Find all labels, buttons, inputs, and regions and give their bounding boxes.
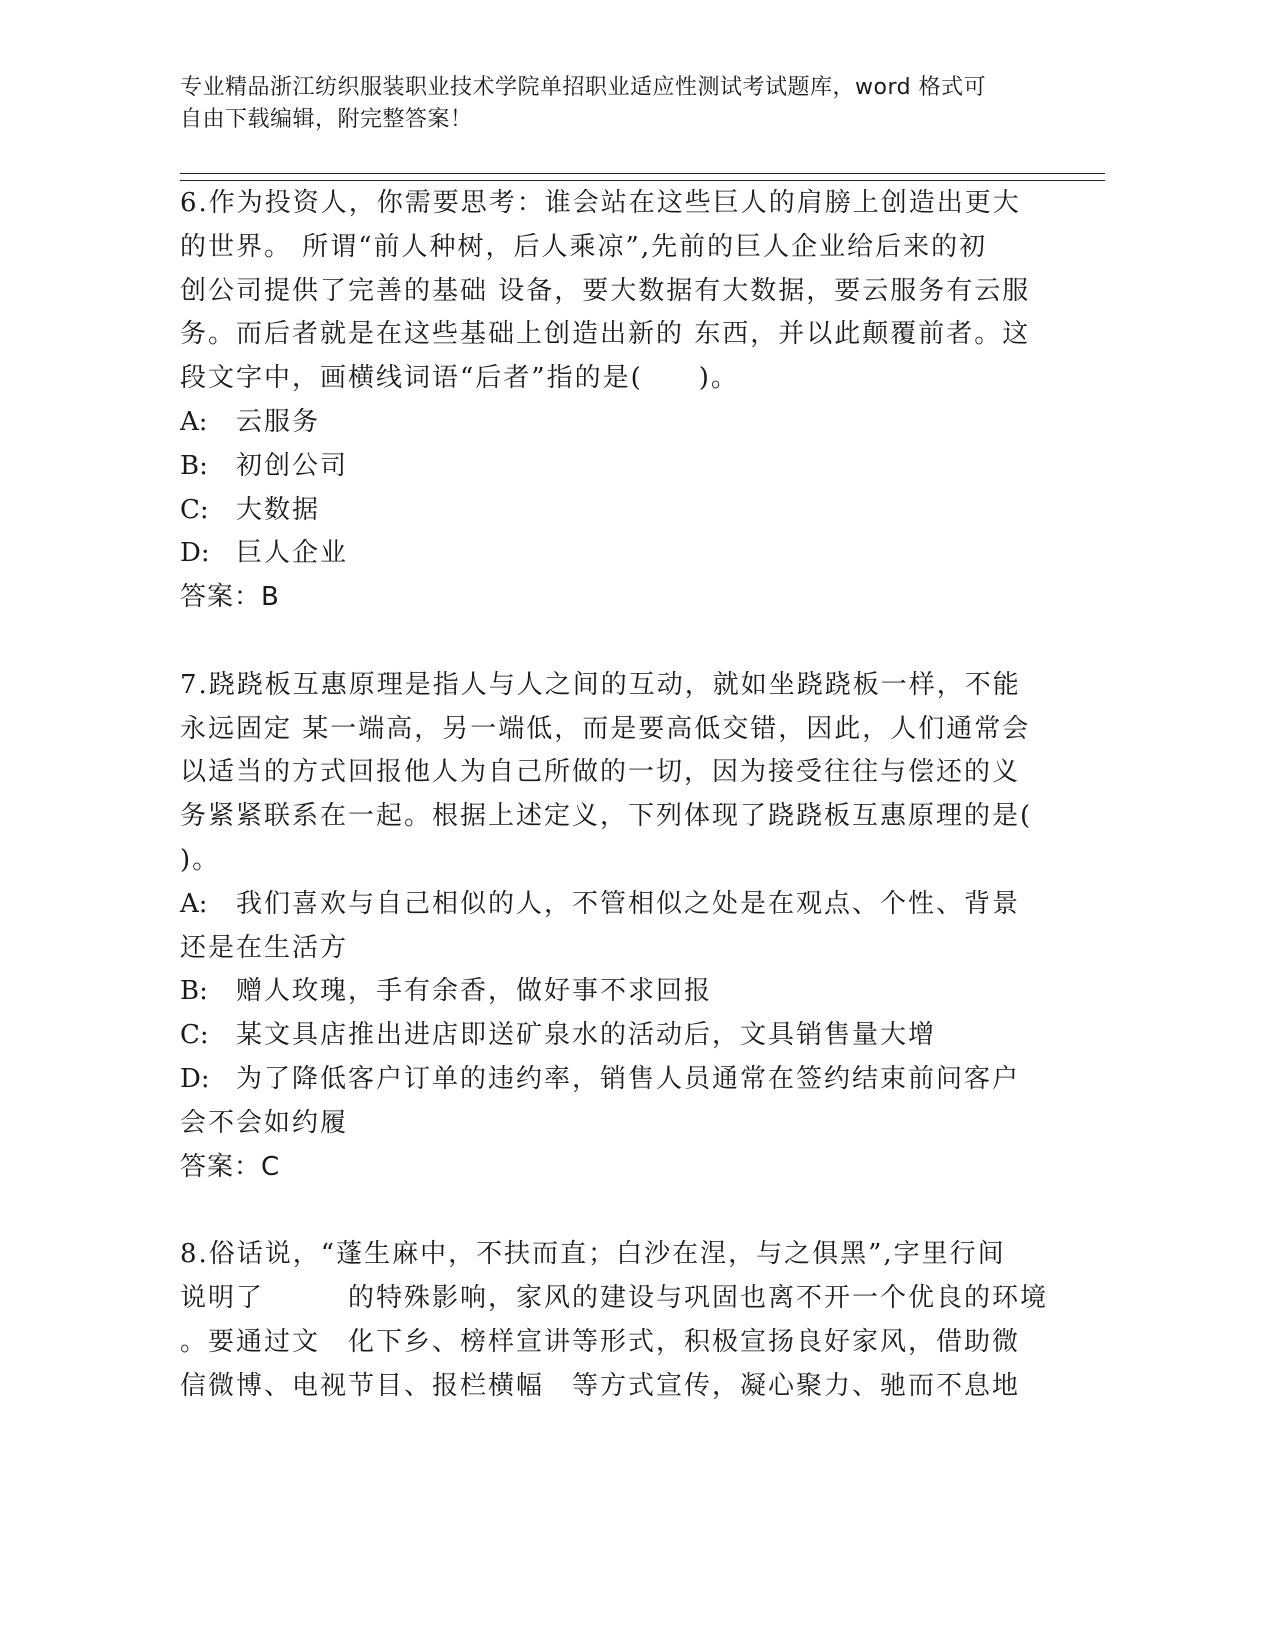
question-text-line: 信微博、电视节目、报栏横幅 等方式宣传，凝心聚力、驰而不息地 [180, 1370, 1021, 1401]
option-a-continued: 还是在生活方 [180, 932, 349, 963]
option-c [180, 489, 1060, 533]
option-text: 为了降低客户订单的违约率，销售人员通常在签约结束前问客户 [236, 1063, 1021, 1094]
question-spacer [180, 1189, 1060, 1233]
option-b [180, 970, 1060, 1014]
question-list [180, 182, 1060, 1408]
answer-line: 答案：C [180, 1151, 281, 1182]
question-text-line: 务紧紧联系在一起。根据上述定义，下列体现了跷跷板互惠原理的是( [180, 801, 1033, 832]
option-key: A: [180, 406, 208, 437]
header-line-2: 自由下载编辑，附完整答案！ [180, 107, 473, 132]
option-text: 赠人玫瑰，手有余香，做好事不求回报 [236, 976, 713, 1007]
option-key: B: [180, 976, 208, 1007]
header-line-1: 专业精品浙江纺织服装职业技术学院单招职业适应性测试考试题库，word 格式可 [180, 75, 987, 100]
option-c [180, 1014, 1060, 1058]
question-text-line: 段文字中，画横线词语“后者”指的是( )。 [180, 363, 739, 394]
question-text-line: 7.跷跷板互惠原理是指人与人之间的互动，就如坐跷跷板一样，不能 [180, 669, 1021, 700]
option-a [180, 401, 1060, 445]
option-text: 初创公司 [236, 450, 349, 481]
option-key: D: [180, 1063, 210, 1094]
question-text-line: 永远固定 某一端高，另一端低，而是要高低交错，因此，人们通常会 [180, 713, 1031, 744]
question-7 [180, 664, 1060, 1190]
option-d [180, 532, 1060, 576]
option-d [180, 1058, 1060, 1102]
option-a [180, 883, 1060, 927]
question-text-line: 创公司提供了完善的基础 设备，要大数据有大数据，要云服务有云服 [180, 275, 1031, 306]
question-text-line: 的世界。 所谓“前人种树，后人乘凉”,先前的巨人企业给后来的初 [180, 231, 988, 262]
header-divider-top [180, 173, 1105, 174]
option-text: 云服务 [236, 406, 321, 437]
answer-line: 答案：B [180, 582, 280, 613]
option-key: C: [180, 494, 209, 525]
question-text-line: 6.作为投资人，你需要思考：谁会站在这些巨人的肩膀上创造出更大 [180, 188, 1021, 218]
option-text: 我们喜欢与自己相似的人，不管相似之处是在观点、个性、背景 [236, 888, 1021, 919]
option-key: B: [180, 450, 208, 481]
option-text: 巨人企业 [236, 538, 349, 569]
question-text-line: 务。而后者就是在这些基础上创造出新的 东西，并以此颠覆前者。这 [180, 319, 1031, 350]
option-d-continued: 会不会如约履 [180, 1107, 349, 1138]
question-text-line: 以适当的方式回报他人为自己所做的一切，因为接受往往与偿还的义 [180, 757, 1021, 788]
option-text: 某文具店推出进店即送矿泉水的活动后，文具销售量大增 [236, 1020, 937, 1051]
question-spacer [180, 620, 1060, 664]
option-b [180, 445, 1060, 489]
question-6 [180, 182, 1060, 620]
document-header [180, 72, 1100, 136]
option-text: 大数据 [236, 494, 321, 525]
option-key: A: [180, 888, 208, 919]
question-text-line: 。要通过文 化下乡、榜样宣讲等形式，积极宣扬良好家风，借助微 [180, 1326, 1021, 1357]
header-divider-bottom [180, 180, 1105, 181]
question-8 [180, 1233, 1060, 1408]
option-key: C: [180, 1020, 209, 1051]
question-text-line: 说明了 的特殊影响，家风的建设与巩固也离不开一个优良的环境 [180, 1282, 1049, 1313]
option-key: D: [180, 538, 210, 569]
question-text-line: )。 [180, 844, 221, 875]
question-text-line: 8.俗话说，“蓬生麻中，不扶而直；白沙在涅，与之俱黑”,字里行间 [180, 1239, 1006, 1270]
